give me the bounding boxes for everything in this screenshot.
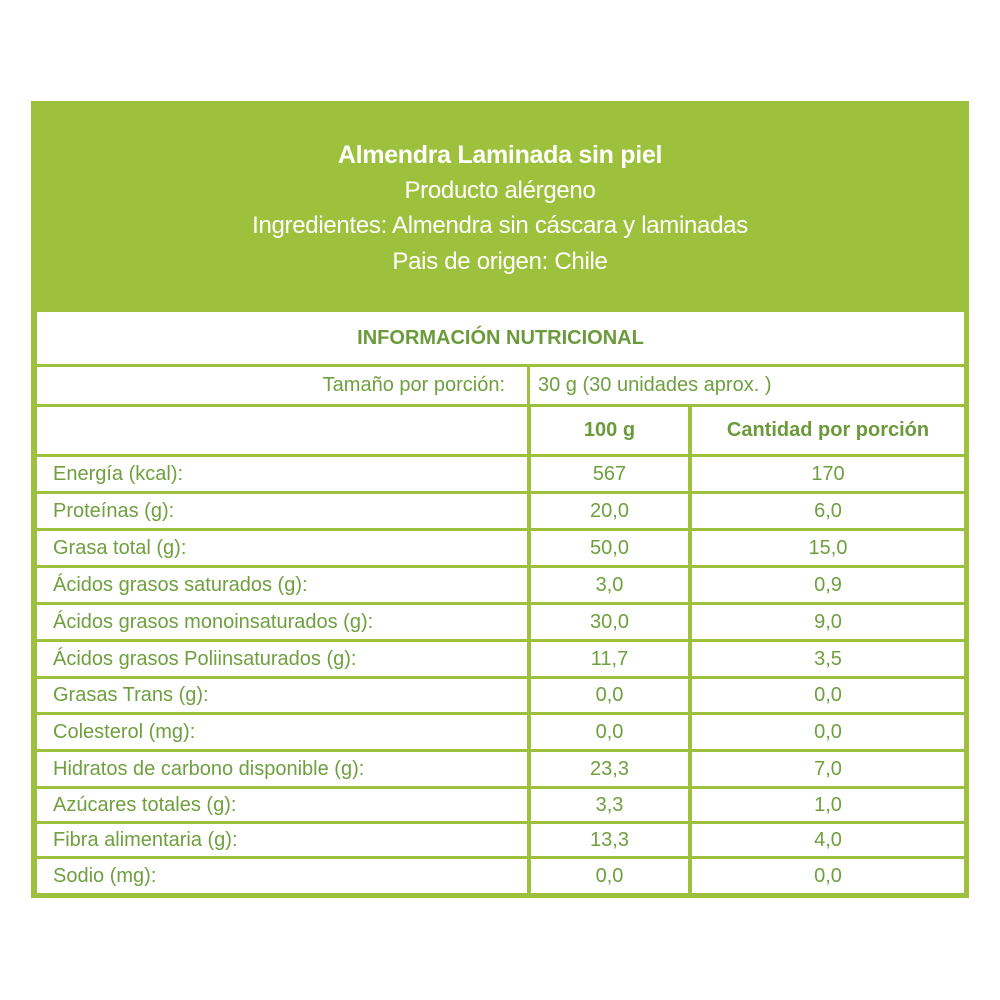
value-per-100g: 3,3 [527,789,688,821]
value-per-portion: 4,0 [688,824,964,856]
table-row [37,752,964,789]
table-row [37,859,964,893]
column-header-label [37,407,527,454]
nutrient-label: Ácidos grasos monoinsaturados (g): [53,610,374,633]
table-row [37,679,964,715]
table-row [37,531,964,568]
value-per-portion: 15,0 [688,531,964,565]
nutrient-label: Proteínas (g): [53,499,175,522]
serving-size-value: 30 g (30 unidades aprox. ) [527,367,964,404]
value-per-100g: 3,0 [527,568,688,602]
nutrient-label: Hidratos de carbono disponible (g): [53,757,365,780]
table-row [37,457,964,494]
value-per-100g: 13,3 [527,824,688,856]
value-per-portion: 7,0 [688,752,964,786]
value-per-portion: 0,0 [688,859,964,893]
value-per-portion: 9,0 [688,605,964,639]
nutrient-label: Ácidos grasos saturados (g): [53,573,308,596]
serving-size-label: Tamaño por porción: [322,374,505,396]
serving-size-row [37,367,964,407]
value-per-portion: 6,0 [688,494,964,528]
nutrient-label: Azúcares totales (g): [53,793,237,816]
product-header [31,101,969,312]
table-row [37,824,964,859]
product-title: Almendra Laminada sin piel [337,141,663,169]
column-header-per-portion: Cantidad por porción [688,407,964,454]
nutrient-label: Grasas Trans (g): [53,684,209,706]
nutrition-table [37,312,964,893]
value-per-100g: 567 [527,457,688,491]
value-per-100g: 0,0 [527,859,688,893]
nutrient-label: Energía (kcal): [53,462,184,485]
value-per-portion: 0,0 [688,715,964,749]
allergen-note: Producto alérgeno [404,177,596,204]
value-per-100g: 50,0 [527,531,688,565]
nutrient-label: Colesterol (mg): [53,720,196,743]
table-row [37,642,964,679]
table-row [37,789,964,824]
value-per-100g: 23,3 [527,752,688,786]
value-per-100g: 20,0 [527,494,688,528]
nutrient-label: Fibra alimentaria (g): [53,828,238,851]
nutrient-label: Sodio (mg): [53,864,157,887]
value-per-100g: 30,0 [527,605,688,639]
table-row [37,494,964,531]
table-row [37,715,964,752]
column-header-100g: 100 g [527,407,688,454]
nutrition-heading: INFORMACIÓN NUTRICIONAL [357,326,644,349]
nutrient-label: Ácidos grasos Poliinsaturados (g): [53,647,357,670]
table-row [37,605,964,642]
value-per-portion: 170 [688,457,964,491]
value-per-100g: 11,7 [527,642,688,676]
nutrient-label: Grasa total (g): [53,536,187,559]
table-row [37,568,964,605]
value-per-portion: 0,9 [688,568,964,602]
value-per-portion: 1,0 [688,789,964,821]
nutrition-label-card [31,101,969,898]
value-per-100g: 0,0 [527,715,688,749]
origin-text: Pais de origen: Chile [392,248,608,275]
value-per-portion: 0,0 [688,679,964,712]
value-per-100g: 0,0 [527,679,688,712]
column-header-row [37,407,964,457]
ingredients-text: Ingredientes: Almendra sin cáscara y laminadas [252,212,748,239]
value-per-portion: 3,5 [688,642,964,676]
nutrition-heading-row [37,312,964,367]
